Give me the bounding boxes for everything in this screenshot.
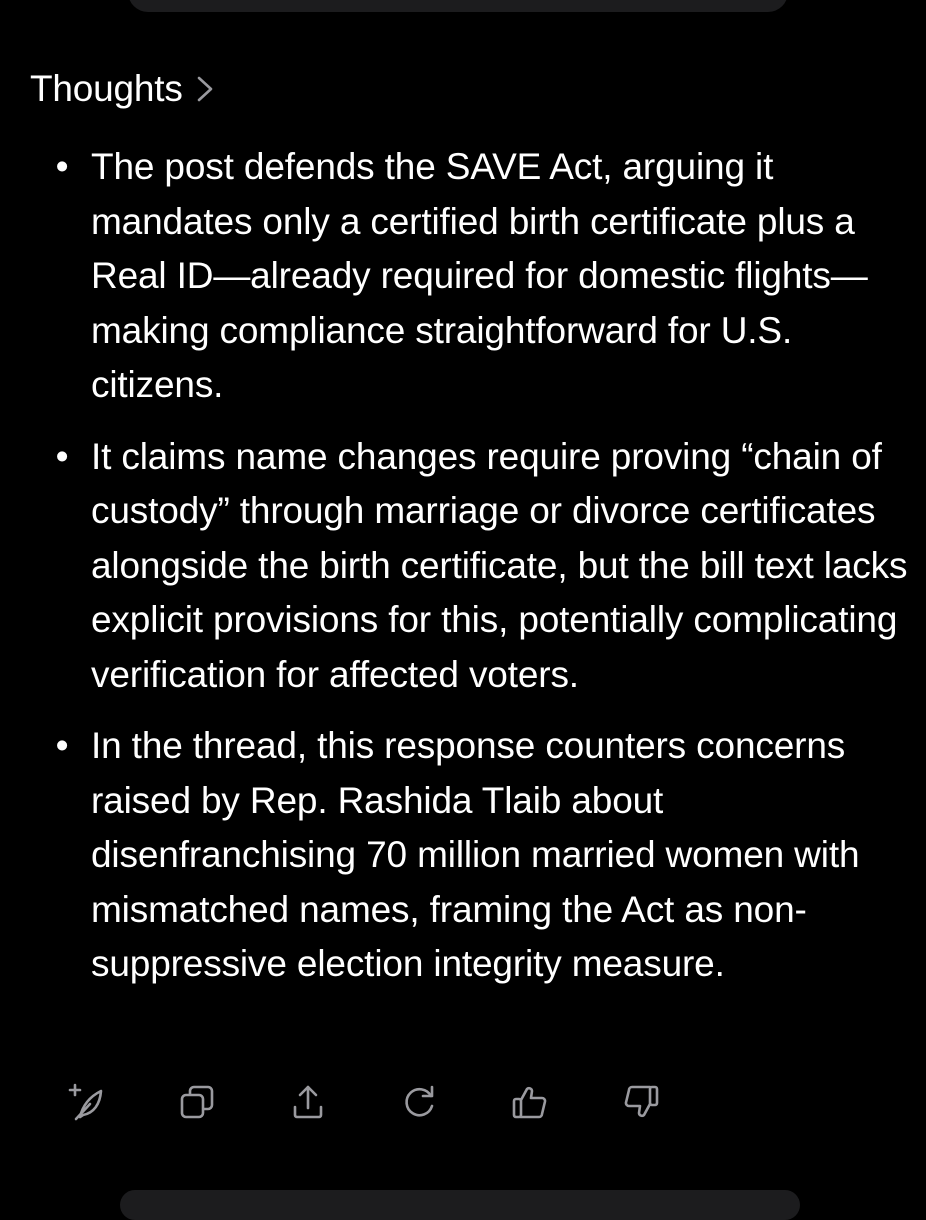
regenerate-button[interactable] [395, 1078, 443, 1126]
new-chat-button[interactable] [62, 1078, 110, 1126]
bottom-composer-edge [120, 1190, 800, 1220]
bullet-dot: • [55, 146, 69, 187]
bullet-item [52, 140, 912, 413]
bullet-text: The post defends the SAVE Act, arguing it mandates only a certified birth certificate plus a Real ID—already required for domestic flights—making compliance straightforward for U.S. citizens. [91, 146, 868, 405]
bullet-text: It claims name changes require proving “chain of custody” through marriage or divorce certificates alongside the birth certificate, but the bill text lacks explicit provisions for this, potentially complicating verification for affected voters. [91, 435, 908, 695]
regenerate-icon [399, 1082, 439, 1122]
response-action-toolbar [62, 1078, 665, 1126]
bullet-item [52, 719, 912, 992]
thumbs-up-button[interactable] [506, 1078, 554, 1126]
chevron-right-icon [195, 74, 215, 104]
thumbs-down-icon [621, 1082, 661, 1122]
bullet-item [52, 430, 912, 703]
share-button[interactable] [284, 1078, 332, 1126]
top-composer-edge [128, 0, 788, 12]
new-chat-icon [66, 1082, 106, 1122]
copy-icon [177, 1082, 217, 1122]
bullet-dot: • [55, 725, 69, 766]
bullet-text: In the thread, this response counters concerns raised by Rep. Rashida Tlaib about disenfranchising 70 million married women with mismatched names, framing the Act as non-suppressive election integrity measure. [91, 725, 860, 984]
thoughts-bullet-list [52, 140, 912, 1009]
thumbs-up-icon [510, 1082, 550, 1122]
thoughts-toggle[interactable] [30, 66, 215, 112]
bullet-dot: • [55, 435, 69, 477]
share-icon [288, 1082, 328, 1122]
thoughts-label: Thoughts [30, 68, 183, 109]
thumbs-down-button[interactable] [617, 1078, 665, 1126]
copy-button[interactable] [173, 1078, 221, 1126]
